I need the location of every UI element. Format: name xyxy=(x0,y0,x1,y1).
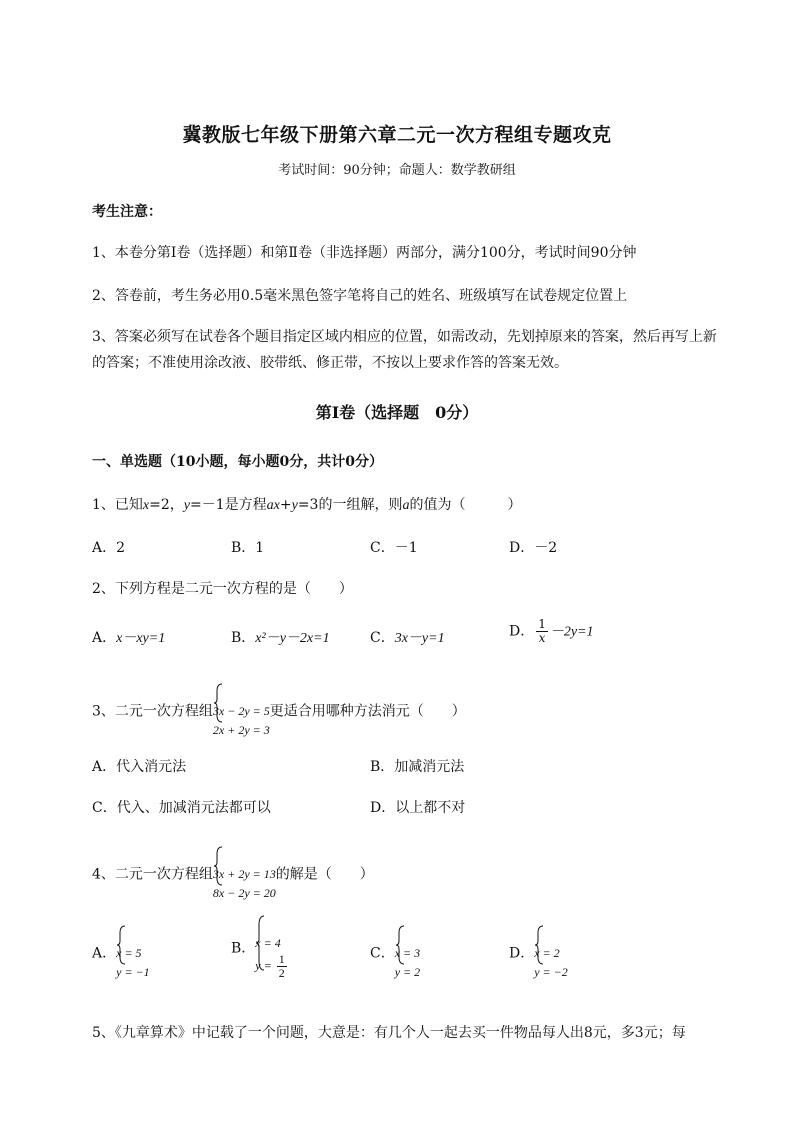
q4-prefix: 4、二元一次方程组 xyxy=(92,866,213,883)
q2-d-numerator: 1 xyxy=(538,617,546,631)
q2-b-label: B． xyxy=(231,630,256,646)
q1-eq-rest: =3的一组解，则 xyxy=(297,497,403,513)
q3-prefix: 3、二元一次方程组 xyxy=(92,703,213,720)
q2-d-label: D． xyxy=(509,623,535,640)
q4-eq-1: 3x + 2y = 13 xyxy=(212,867,276,881)
q4-option-b[interactable] xyxy=(231,915,289,980)
q4-c-line-1: x = 3 xyxy=(394,946,421,960)
q1-option-b[interactable]: B．1 xyxy=(231,540,265,556)
q2-a-expr: x－xy=1 xyxy=(116,631,166,646)
q1-option-a[interactable]: A．2 xyxy=(92,540,126,556)
notice-item-2: 2、答卷前，考生务必用0.5毫米黑色签字笔将自己的姓名、班级填写在试卷规定位置上 xyxy=(92,288,628,304)
question-4-stem xyxy=(92,846,374,903)
question-2-stem: 2、下列方程是二元一次方程的是（ ） xyxy=(92,581,353,597)
q4-a-brace-icon xyxy=(116,925,126,965)
q1-option-d[interactable]: D．－2 xyxy=(509,540,558,556)
q1-prefix: 1、已知 xyxy=(92,497,143,513)
q3-eq-1: 3x − 2y = 5 xyxy=(212,704,270,718)
notice-item-3-cont: 的答案；不准使用涂改液、胶带纸、修正带，不按以上要求作答的答案无效。 xyxy=(92,355,568,371)
q2-a-label: A． xyxy=(92,630,117,646)
q4-d-label: D． xyxy=(509,945,535,962)
q4-c-label: C． xyxy=(370,945,395,962)
q4-b-line-2: y = xyxy=(255,958,275,973)
notice-heading: 考生注意： xyxy=(92,204,162,220)
question-5-stem: 5、《九章算术》中记载了一个问题，大意是：有几个人一起去买一件物品每人出8元，多3元；每 xyxy=(92,1025,686,1041)
q3-equation-system xyxy=(213,683,270,740)
notice-item-3: 3、答案必须写在试卷各个题目指定区域内相应的位置，如需改动，先划掉原来的答案，然后再写上新 xyxy=(92,329,717,345)
q1-eq-plus: + xyxy=(279,497,292,513)
q4-b-denominator: 2 xyxy=(278,966,285,980)
q3-suffix: 更适合用哪种方法消元（ ） xyxy=(269,703,466,720)
q3-option-c[interactable]: C．代入、加减消元法都可以 xyxy=(92,800,271,816)
q1-x-value: =2， xyxy=(149,497,184,513)
q4-suffix: 的解是（ ） xyxy=(275,866,374,883)
q4-a-system xyxy=(116,925,150,982)
q1-option-c[interactable]: C．－1 xyxy=(370,540,418,556)
q1-suffix: 的值为（ ） xyxy=(409,497,522,513)
q4-b-system xyxy=(255,915,288,980)
question-1-stem xyxy=(92,494,521,514)
q1-var-y: y xyxy=(183,498,190,513)
q4-b-fraction xyxy=(277,953,287,980)
q1-y-value: =－1是方程 xyxy=(190,497,267,513)
q2-option-c[interactable] xyxy=(370,627,445,647)
q4-c-system xyxy=(395,925,420,982)
q4-option-c[interactable] xyxy=(370,925,420,982)
q3-brace-icon xyxy=(213,683,223,723)
exam-subtitle: 考试时间：90分钟；命题人：数学教研组 xyxy=(278,163,516,178)
q4-c-brace-icon xyxy=(395,925,405,965)
q4-d-brace-icon xyxy=(534,925,544,965)
q2-option-d[interactable] xyxy=(509,618,594,645)
q4-d-system xyxy=(534,925,568,982)
q1-var-a: a xyxy=(402,498,410,513)
q2-d-fraction xyxy=(536,618,548,645)
q3-option-d[interactable]: D．以上都不对 xyxy=(370,800,466,816)
part-heading: 一、单选题（10小题，每小题0分，共计0分） xyxy=(92,454,383,470)
q4-b-numerator: 1 xyxy=(278,952,285,966)
q2-option-a[interactable] xyxy=(92,627,165,647)
q4-d-line-1: x = 2 xyxy=(534,946,560,960)
q4-a-label: A． xyxy=(92,945,117,962)
q2-c-label: C． xyxy=(370,630,395,646)
q1-eq-y: y xyxy=(291,498,298,513)
notice-item-1: 1、本卷分第I卷（选择题）和第Ⅱ卷（非选择题）两部分，满分100分，考试时间90分钟 xyxy=(92,245,637,261)
q4-brace-icon xyxy=(213,846,223,886)
question-3-stem xyxy=(92,683,466,740)
q4-a-line-2: y = −1 xyxy=(116,965,150,979)
q4-option-a[interactable] xyxy=(92,925,150,982)
q4-d-line-2: y = −2 xyxy=(534,965,568,979)
q4-b-brace-icon xyxy=(255,915,265,971)
q4-b-label: B． xyxy=(231,940,256,957)
q4-option-d[interactable] xyxy=(509,925,568,982)
q2-d-denominator: x xyxy=(538,631,546,645)
q4-b-line-1: x = 4 xyxy=(255,936,281,950)
q4-c-line-2: y = 2 xyxy=(394,965,421,979)
q1-var-x: x xyxy=(142,498,150,513)
q1-eq-ax: ax xyxy=(266,498,280,513)
q4-equation-system xyxy=(213,846,276,903)
q2-c-expr: 3x－y=1 xyxy=(394,631,445,646)
q4-eq-2: 8x − 2y = 20 xyxy=(212,886,276,900)
q3-option-a[interactable]: A．代入消元法 xyxy=(92,759,187,775)
q2-d-rest: －2y=1 xyxy=(549,624,594,640)
q4-a-line-1: x = 5 xyxy=(116,946,142,960)
exam-title: 冀教版七年级下册第六章二元一次方程组专题攻克 xyxy=(182,124,612,146)
section-title: 第I卷（选择题 0分） xyxy=(315,403,479,422)
q2-b-expr: x²－y－2x=1 xyxy=(255,631,330,646)
q3-option-b[interactable]: B．加减消元法 xyxy=(370,759,465,775)
q3-eq-2: 2x + 2y = 3 xyxy=(212,723,270,737)
q2-option-b[interactable] xyxy=(231,627,330,647)
